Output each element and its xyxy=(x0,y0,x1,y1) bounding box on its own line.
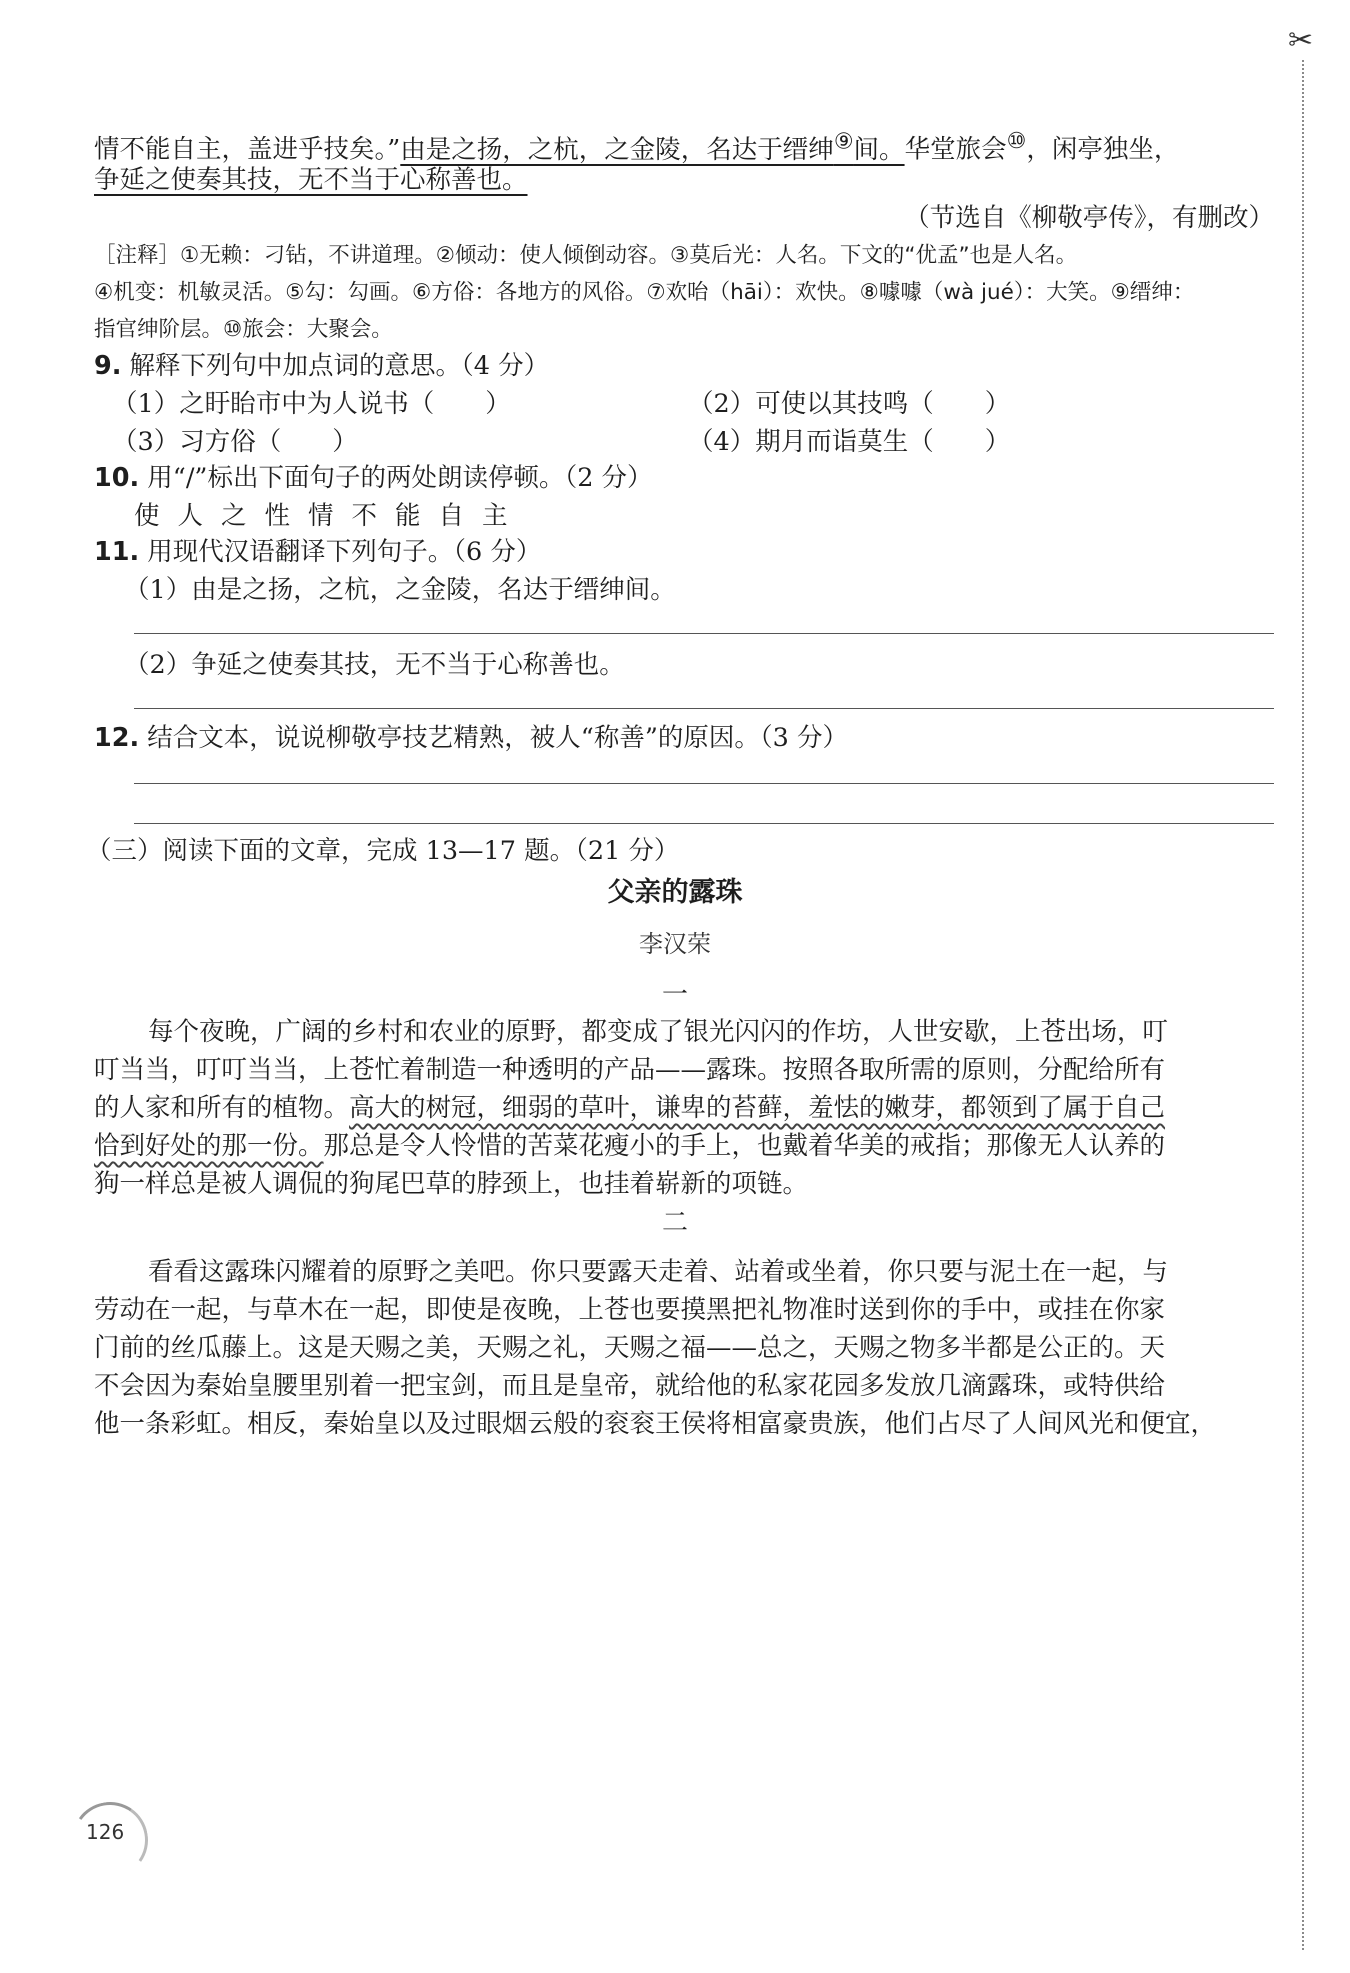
excerpt-source: （节选自《柳敬亭传》，有删改） xyxy=(904,203,1274,233)
p2-line-2: 劳动在一起，与草木在一起，即使是夜晚，上苍也要摸黑把礼物准时送到你的手中，或挂在你家 xyxy=(94,1295,1166,1325)
excerpt-text: 华堂旅会 xyxy=(904,134,1007,165)
answer-line[interactable] xyxy=(134,823,1274,824)
answer-line[interactable] xyxy=(134,633,1274,634)
p1-line-5: 狗一样总是被人调侃的狗尾巴草的脖颈上，也挂着崭新的项链。 xyxy=(94,1169,809,1199)
p2-line-5: 他一条彩虹。相反，秦始皇以及过眼烟云般的衮衮王侯将相富豪贵族，他们占尽了人间风光和便宜， xyxy=(94,1409,1217,1439)
q10-sentence[interactable]: 使人之性情不能自主 xyxy=(134,501,526,531)
q9-row-2 xyxy=(112,422,1292,462)
question-number: 10. xyxy=(94,463,140,493)
question-text: 用现代汉语翻译下列句子。（6 分） xyxy=(147,537,542,567)
p1-line-4 xyxy=(94,1126,1274,1166)
note-marker: ⑩ xyxy=(1006,129,1027,154)
excerpt-underlined-text: 由是之扬，之杭，之金陵，名达于缙绅 xyxy=(400,134,834,165)
p2-line-4: 不会因为秦始皇腰里别着一把宝剑，而且是皇帝，就给他的私家花园多发放几滴露珠，或特供给 xyxy=(94,1371,1166,1401)
part-label-2: 二 xyxy=(661,1208,688,1238)
p1-line-2: 叮当当，叮叮当当，上苍忙着制造一种透明的产品——露珠。按照各取所需的原则，分配给所有 xyxy=(94,1055,1166,1085)
article-author: 李汉荣 xyxy=(639,930,711,958)
p2-line-1: 看看这露珠闪耀着的原野之美吧。你只要露天走着、站着或坐着，你只要与泥土在一起，与 xyxy=(148,1257,1169,1287)
question-text: 用“/”标出下面句子的两处朗读停顿。（2 分） xyxy=(147,463,653,493)
q11-item-2: （2）争延之使奏其技，无不当于心称善也。 xyxy=(124,650,625,680)
article-title: 父亲的露珠 xyxy=(607,877,743,908)
question-12 xyxy=(94,718,1274,758)
question-number: 12. xyxy=(94,723,140,753)
q9-row-1 xyxy=(112,384,1292,424)
p1-text: 那总是令人怜惜的苦菜花瘦小的手上，也戴着华美的戒指；那像无人认养的 xyxy=(323,1131,1166,1161)
notes-line-2: ④机变：机敏灵活。⑤勾：勾画。⑥方俗：各地方的风俗。⑦欢咍（hāi）：欢快。⑧噱噱（wà jué）：大笑。⑨缙绅： xyxy=(94,280,1195,305)
question-9 xyxy=(94,346,1274,386)
question-number: 9. xyxy=(94,351,122,381)
part-label-1: 一 xyxy=(661,980,688,1010)
notes-line-3: 指官绅阶层。⑩旅会：大聚会。 xyxy=(94,317,393,342)
p1-line-1: 每个夜晚，广阔的乡村和农业的原野，都变成了银光闪闪的作坊，人世安歇，上苍出场，叮 xyxy=(148,1017,1169,1047)
q9-item-3[interactable]: （3）习方俗（ ） xyxy=(112,427,358,457)
notes-line-1: ［注释］①无赖：刁钻，不讲道理。②倾动：使人倾倒动容。③莫后光：人名。下文的“优孟”也是人名。 xyxy=(94,243,1078,268)
scissors-icon: ✂ xyxy=(1288,23,1314,58)
q9-item-2[interactable]: （2）可使以其技鸣（ ） xyxy=(688,389,1011,419)
note-marker: ⑨ xyxy=(833,129,854,154)
p1-line-3 xyxy=(94,1088,1274,1128)
p2-line-3: 门前的丝瓜藤上。这是天赐之美，天赐之礼，天赐之福——总之，天赐之物多半都是公正的。天 xyxy=(94,1333,1166,1363)
answer-line[interactable] xyxy=(134,708,1274,709)
question-number: 11. xyxy=(94,537,140,567)
question-11 xyxy=(94,532,1274,572)
question-10 xyxy=(94,458,1274,498)
answer-line[interactable] xyxy=(134,783,1274,784)
excerpt-text: 情不能自主，盖进乎技矣。” xyxy=(94,134,401,165)
excerpt-underlined-text: 间。 xyxy=(853,134,905,165)
p1-text: 的人家和所有的植物。 xyxy=(94,1093,350,1123)
p1-wavy-text: 恰到好处的那一份。 xyxy=(94,1131,324,1161)
q11-item-1: （1）由是之扬，之杭，之金陵，名达于缙绅间。 xyxy=(124,575,676,605)
section3-heading: （三）阅读下面的文章，完成 13—17 题。（21 分） xyxy=(86,836,680,866)
excerpt-text: ，闲亭独坐， xyxy=(1026,134,1180,165)
q9-item-1[interactable]: （1）之盱眙市中为人说书（ ） xyxy=(112,389,511,419)
question-text: 结合文本，说说柳敬亭技艺精熟，被人“称善”的原因。（3 分） xyxy=(147,723,848,753)
question-text: 解释下列句中加点词的意思。（4 分） xyxy=(129,351,550,381)
p1-wavy-text: 高大的树冠，细弱的草叶，谦卑的苔藓，羞怯的嫩芽，都领到了属于自己 xyxy=(349,1093,1166,1123)
excerpt-line-2 xyxy=(94,160,1274,200)
page-number: 126 xyxy=(86,1820,125,1844)
q9-item-4[interactable]: （4）期月而诣莫生（ ） xyxy=(688,427,1011,457)
excerpt-underlined-text: 争延之使奏其技，无不当于心称善也。 xyxy=(94,165,528,195)
